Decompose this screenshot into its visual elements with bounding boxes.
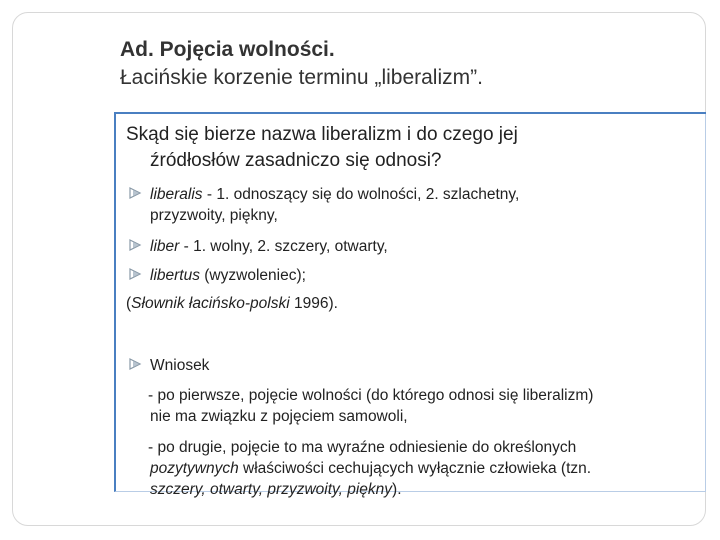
bullet-text: - 1. wolny, 2. szczery, otwarty, (179, 238, 388, 255)
bullet-term: liberalis (150, 186, 203, 203)
conclusion-point-1: - po pierwsze, pojęcie wolności (do którego odnosi się liberalizm) nie ma związku z pojęciem samowoli, (148, 387, 594, 425)
title-line-1: Ad. Pojęcia wolności. (120, 38, 335, 61)
content-top-rule (114, 112, 706, 114)
bullet-text: - 1. odnoszący się do wolności, 2. szlachetny, (202, 186, 520, 203)
bullet-icon (128, 356, 144, 372)
bullet-term: liber (150, 238, 180, 255)
conclusion-label: Wniosek (150, 357, 210, 374)
question-line-1: Skąd się bierze nazwa liberalizm i do czego jej (126, 124, 518, 145)
question-line-2: źródłosłów zasadniczo się odnosi? (150, 150, 442, 171)
bullet-continuation: przyzwoity, piękny, (150, 207, 278, 224)
source-citation: (Słownik łacińsko-polski 1996). (126, 295, 338, 312)
source-title: Słownik łacińsko-polski (131, 295, 290, 312)
source-year: 1996). (289, 295, 338, 312)
bullet-text: (wyzwoleniec); (199, 267, 306, 284)
bullet-term: libertus (150, 267, 200, 284)
question-text (126, 122, 686, 174)
bullet-icon (128, 237, 144, 253)
title-line-2: Łacińskie korzenie terminu „liberalizm”. (120, 66, 483, 89)
bullet-icon (128, 185, 144, 201)
bullet-icon (128, 266, 144, 282)
slide-title (120, 36, 483, 92)
conclusion-point-2: - po drugie, pojęcie to ma wyraźne odniesienie do określonych pozytywnych właściwości cechujących wyłącznie człowieka (tzn. szczery, otwarty, przyzwoity, piękny). (148, 439, 592, 498)
